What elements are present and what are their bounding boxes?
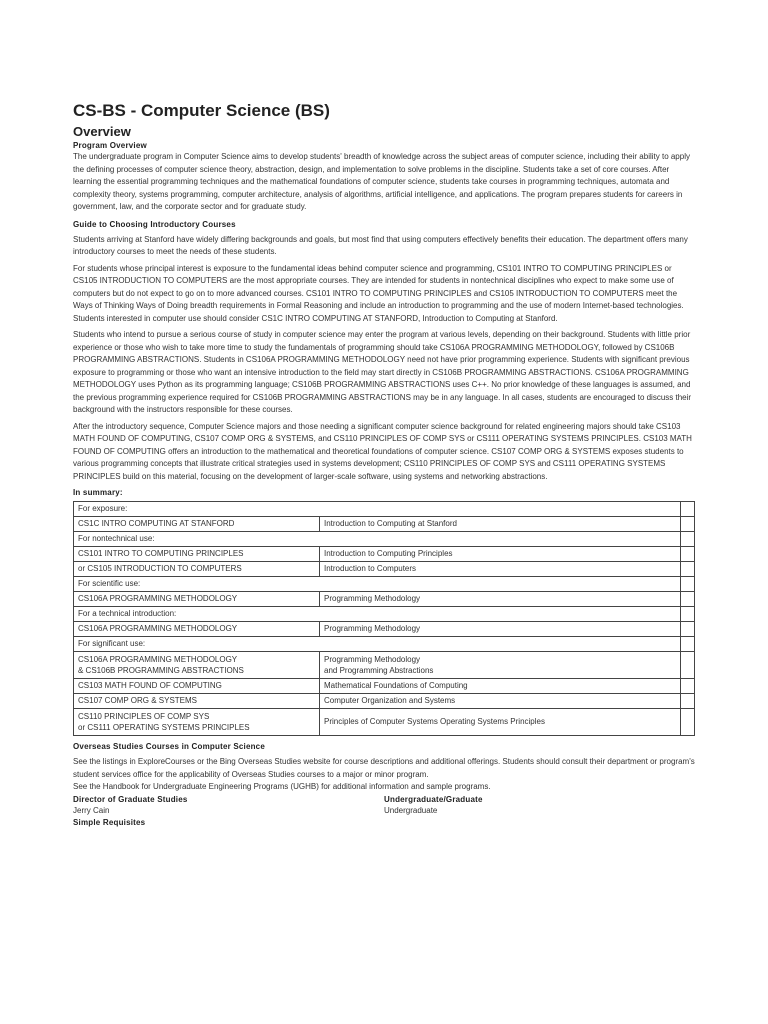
guide-paragraph: For students whose principal interest is exposure to the fundamental ideas behind computer science and programming, CS101 INTRO TO COMPUTING PRINCIPLES or CS105 INTRODUCTION TO COMPUTERS are the most appropriate courses. They are intended for students in nontechnical disciplines who expect to make some use of computers but do not expect to go on to more advanced courses. CS101 INTRO TO COMPUTING PRINCIPLES and CS105 INTRODUCTION TO COMPUTERS meet the Ways of Thinking Ways of Doing breadth requirements in Formal Reasoning and include an introduction to programming and the use of modern Internet-based technologies. Students interested in computer use should consider CS1C INTRO COMPUTING AT STANFORD, Introduction to Computing at Stanford. xyxy=(73,263,684,323)
summary-course-row xyxy=(74,709,695,736)
course-title xyxy=(320,709,681,736)
summary-section-row xyxy=(74,532,695,547)
empty-cell xyxy=(681,637,695,652)
summary-section-row xyxy=(74,637,695,652)
empty-cell xyxy=(681,562,695,577)
guide-label: Guide to Choosing Introductory Courses xyxy=(73,219,236,229)
summary-section-row xyxy=(74,607,695,622)
empty-cell xyxy=(681,592,695,607)
empty-cell xyxy=(681,517,695,532)
guide-paragraph: Students arriving at Stanford have widely differing backgrounds and goals, but most find that using computers effectively benefits their education. The department offers many introductory courses to meet the needs of these students. xyxy=(73,234,688,256)
course-code: CS101 INTRO TO COMPUTING PRINCIPLES xyxy=(74,547,320,562)
overview-heading: Overview xyxy=(73,124,131,139)
career-block xyxy=(384,794,695,818)
career-value: Undergraduate xyxy=(384,805,438,815)
page-title: CS-BS - Computer Science (BS) xyxy=(73,101,330,120)
empty-cell xyxy=(681,502,695,517)
empty-cell xyxy=(681,622,695,637)
summary-course-row xyxy=(74,694,695,709)
summary-label: In summary: xyxy=(73,488,123,497)
course-title-line: Programming Methodology xyxy=(324,654,421,664)
section-label: For exposure: xyxy=(74,502,681,517)
course-code: CS106A PROGRAMMING METHODOLOGY xyxy=(74,622,320,637)
course-title: Computer Organization and Systems xyxy=(320,694,681,709)
summary-table xyxy=(73,501,695,736)
summary-section-row xyxy=(74,577,695,592)
section-label: For nontechnical use: xyxy=(74,532,681,547)
summary-course-row xyxy=(74,547,695,562)
handbook-text: See the Handbook for Undergraduate Engineering Programs (UGHB) for additional information and sample programs. xyxy=(73,782,491,791)
document-content xyxy=(73,100,695,828)
course-code-line: & CS106B PROGRAMMING ABSTRACTIONS xyxy=(78,666,244,675)
empty-cell xyxy=(681,607,695,622)
director-label: Director of Graduate Studies xyxy=(73,794,188,804)
empty-cell xyxy=(681,679,695,694)
course-title: Programming Methodology xyxy=(320,592,681,607)
section-label: For a technical introduction: xyxy=(74,607,681,622)
guide-paragraph: After the introductory sequence, Computer Science majors and those needing a significant computer science background for related engineering majors should take CS103 MATH FOUND OF COMPUTING, CS107 COMP ORG & SYSTEMS, and CS110 PRINCIPLES OF COMP SYS or CS111 OPERATING SYSTEMS PRINCIPLES. CS103 MATH FOUND OF COMPUTING offers an introduction to the mathematical and theoretical foundations of computer science. CS107 COMP ORG & SYSTEMS exposes students to various programming concepts that illustrate critical strategies used in systems development; CS110 PRINCIPLES OF COMP SYS and CS111 OPERATING SYSTEMS PRINCIPLES build on this material, focusing on the development of larger-scale software, using systems and networking abstractions. xyxy=(73,421,692,481)
course-code-line: or CS111 OPERATING SYSTEMS PRINCIPLES xyxy=(78,723,250,732)
course-title-line: and Programming Abstractions xyxy=(324,666,434,675)
empty-cell xyxy=(681,694,695,709)
career-label: Undergraduate/Graduate xyxy=(384,794,483,804)
summary-course-row xyxy=(74,592,695,607)
course-code-line: CS110 PRINCIPLES OF COMP SYS xyxy=(78,711,210,721)
course-code: CS1C INTRO COMPUTING AT STANFORD xyxy=(74,517,320,532)
empty-cell xyxy=(681,709,695,736)
empty-cell xyxy=(681,547,695,562)
program-overview-label: Program Overview xyxy=(73,141,147,150)
program-details xyxy=(73,794,695,818)
course-title: Introduction to Computing Principles xyxy=(320,547,681,562)
course-code: CS106A PROGRAMMING METHODOLOGY xyxy=(74,592,320,607)
overseas-label: Overseas Studies Courses in Computer Science xyxy=(73,742,265,751)
course-code: CS103 MATH FOUND OF COMPUTING xyxy=(74,679,320,694)
course-title-line: Principles of Computer Systems Operating Systems Principles xyxy=(324,717,545,727)
course-title: Introduction to Computers xyxy=(320,562,681,577)
course-code-line: CS106A PROGRAMMING METHODOLOGY xyxy=(78,654,238,664)
director-block xyxy=(73,794,384,818)
course-code xyxy=(74,652,320,679)
summary-course-row xyxy=(74,679,695,694)
section-label: For scientific use: xyxy=(74,577,681,592)
course-title xyxy=(320,652,681,679)
summary-course-row xyxy=(74,517,695,532)
section-label: For significant use: xyxy=(74,637,681,652)
summary-course-row xyxy=(74,622,695,637)
requisites-label: Simple Requisites xyxy=(73,818,146,827)
course-title: Programming Methodology xyxy=(320,622,681,637)
empty-cell xyxy=(681,577,695,592)
course-title: Mathematical Foundations of Computing xyxy=(320,679,681,694)
course-code xyxy=(74,709,320,736)
guide-paragraph: Students who intend to pursue a serious course of study in computer science may enter the program at various levels, depending on their background. Students with little prior experience or those who wish to take more time to study the fundamentals of programming should take CS106A PROGRAMMING METHODOLOGY, followed by CS106B PROGRAMMING ABSTRACTIONS. Students in CS106A PROGRAMMING METHODOLOGY need not have prior programming experience. Students with significant previous exposure to programming or those who want an intensive introduction to the field may start directly in CS106B PROGRAMMING ABSTRACTIONS. CS106A PROGRAMMING METHODOLOGY uses Python as its programming language; CS106B PROGRAMMING ABSTRACTIONS uses C++. No prior knowledge of these languages is assumed, and the previous programming experience required for CS106B PROGRAMMING ABSTRACTIONS may be in any language. In all cases, students are encouraged to discuss their background with the instructors responsible for these courses. xyxy=(73,330,692,414)
director-value: Jerry Cain xyxy=(73,805,110,815)
summary-course-row xyxy=(74,562,695,577)
course-title: Introduction to Computing at Stanford xyxy=(320,517,681,532)
empty-cell xyxy=(681,532,695,547)
course-code: CS107 COMP ORG & SYSTEMS xyxy=(74,694,320,709)
empty-cell xyxy=(681,652,695,679)
course-code: or CS105 INTRODUCTION TO COMPUTERS xyxy=(74,562,320,577)
summary-section-row xyxy=(74,502,695,517)
summary-course-row xyxy=(74,652,695,679)
overseas-text: See the listings in ExploreCourses or the Bing Overseas Studies website for course descriptions and additional offerings. Students should consult their department or program's student services office for the applicability of Overseas Studies courses to a major or minor program. xyxy=(73,757,695,779)
program-overview-text: The undergraduate program in Computer Science aims to develop students' breadth of knowledge across the subject areas of computer science, including their ability to apply the defining processes of computer science theory, abstraction, design, and implementation to solve problems in the discipline. Students take a set of core courses. After learning the essential programming techniques and the mathematical foundations of computer science, students take courses in programming techniques, automata and complexity theory, systems programming, computer architecture, analysis of algorithms, artificial intelligence, and applications. The program prepares students for careers in government, law, and the corporate sector and for graduate study. xyxy=(73,152,690,211)
